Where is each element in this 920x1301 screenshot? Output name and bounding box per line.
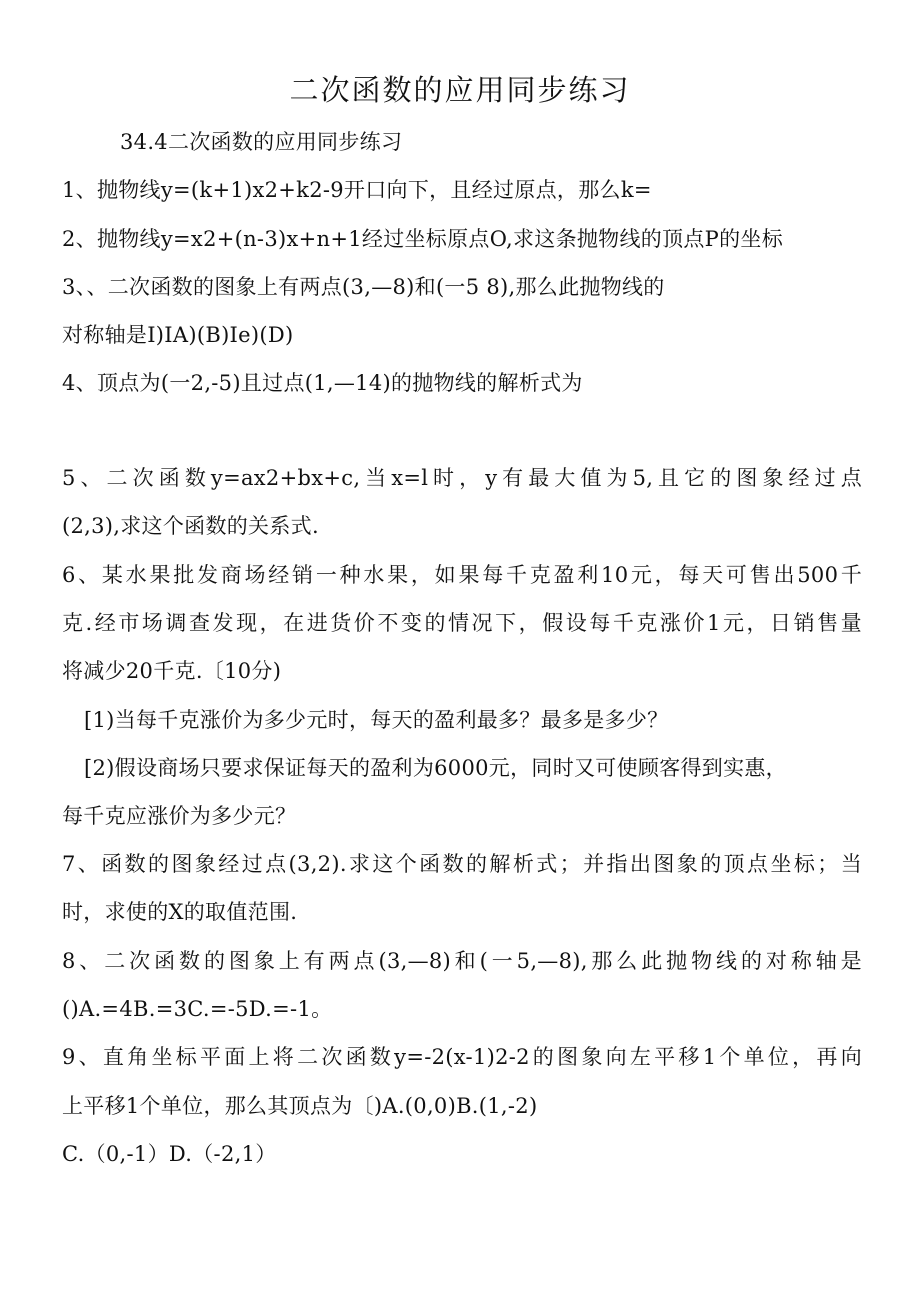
question-5-line-1: 5、二次函数y=ax2+bx+c,当x=l时，y有最大值为5,且它的图象经过点 (62, 466, 862, 490)
question-9-options: C.（0,-1）D.（-2,1） (62, 1142, 277, 1166)
question-6-part-2: [2)假设商场只要求保证每天的盈利为6000元，同时又可使顾客得到实惠， (84, 756, 787, 780)
document-title: 二次函数的应用同步练习 (289, 73, 631, 107)
question-9-line-1: 9、直角坐标平面上将二次函数y=-2(x-1)2-2的图象向左平移1个单位，再向 (62, 1045, 862, 1069)
question-6-part-1: [1)当每千克涨价为多少元时，每天的盈利最多？最多是多少？ (84, 708, 669, 732)
question-5-line-2: (2,3),求这个函数的关系式. (62, 514, 319, 538)
question-3-line-2: 对称轴是I)IA)(B)Ie)(D) (62, 323, 294, 347)
question-9-line-2: 上平移1个单位，那么其顶点为〔)A.(0,0)B.(1,-2) (62, 1094, 538, 1118)
question-6-part-2-cont: 每千克应涨价为多少元？ (62, 804, 297, 828)
question-6-line-1: 6、某水果批发商场经销一种水果，如果每千克盈利10元，每天可售出500千 (62, 563, 862, 587)
question-7-line-1: 7、函数的图象经过点(3,2).求这个函数的解析式；并指出图象的顶点坐标；当 (62, 852, 862, 876)
question-2: 2、抛物线y=x2+(n-3)x+n+1经过坐标原点O,求这条抛物线的顶点P的坐标 (62, 227, 783, 251)
question-6-line-2: 克.经市场调查发现，在进货价不变的情况下，假设每千克涨价1元，日销售量 (62, 611, 862, 635)
question-8-options: ()A.=4B.=3C.=-5D.=-1。 (62, 997, 333, 1021)
question-3-line-1: 3、、二次函数的图象上有两点(3,—8)和(一5 8),那么此抛物线的 (62, 275, 665, 299)
question-6-line-3: 将减少20千克.〔10分) (62, 659, 282, 683)
question-7-line-2: 时，求使的X的取值范围. (62, 900, 298, 924)
question-1: 1、抛物线y=(k+1)x2+k2-9开口向下，且经过原点，那么k= (62, 178, 652, 202)
subtitle: 34.4二次函数的应用同步练习 (120, 130, 403, 154)
question-4: 4、顶点为(一2,-5)且过点(1,—14)的抛物线的解析式为 (62, 371, 583, 395)
question-8-line-1: 8、二次函数的图象上有两点(3,—8)和(一5,—8),那么此抛物线的对称轴是 (62, 949, 862, 973)
